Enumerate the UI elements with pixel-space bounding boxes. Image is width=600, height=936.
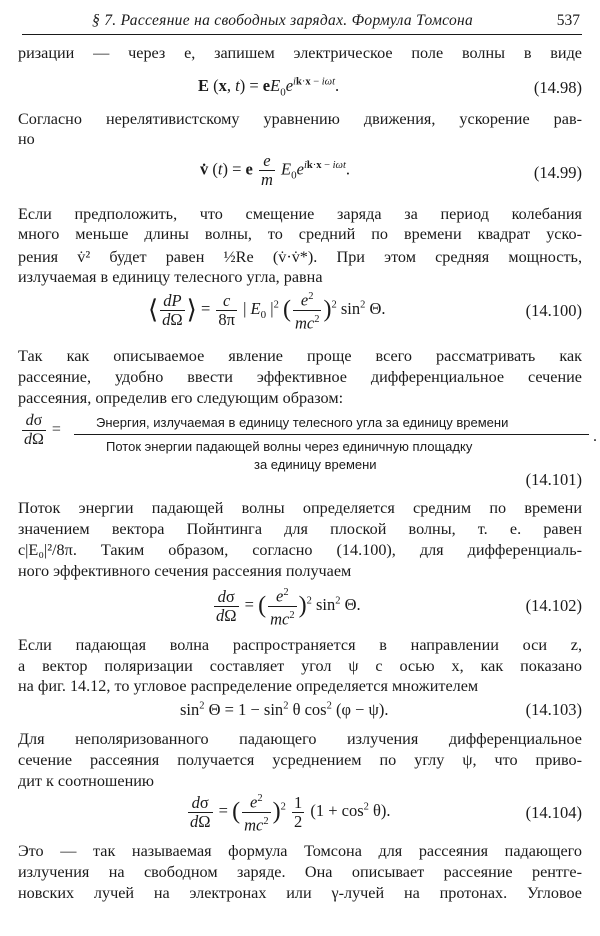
text-line: рассеяние, удобно ввести эффективное дифференциальное сечение (18, 368, 582, 386)
text-line: новских лучей на электронах или γ-лучей на протонах. Угловое (18, 884, 582, 902)
equation-number: (14.101) (525, 470, 582, 489)
book-page: § 7. Рассеяние на свободных зарядах. Формула Томсона 537 ризации — через e, запишем электрическое поле волны в виде E (x, $t) = eE_0e^{ik\cdot x - i\omega t}$. (14.98) Согласно нерелятивистскому уравнению движения, ускорение рав- но v̇ (t) = e $\frac{e}{m}$ $E_0e^{ik\cdot x - i\omega t}$. (14.99) Если предположить, что смещение заряда за период колебания много меньше длины волны, то средний по времени квадрат уско- рения v̇² будет равен ½Re (v̇·v̇*). При этом средняя мощность, излучаемая в единицу телесного угла, равна ⟨ $\frac{dP}{d\Omega}$ ⟩ = $\frac{c}{8\pi}$ | $E_0$ $|^2$ ( $\frac{e^2}{mc^2}$ )$^2$ $\sin^2 \Theta$. (14.100) Так как описываемое явление проще всего рассматривать как рассеяние, удобно ввести эффективное дифференциальное сечение рассеяния, определив его следующим образом: $\frac{d\sigma}{d\Omega}$ = Энергия, излучаемая в единицу телесного угла за единицу времени Поток энергии падающей волны через единичную площадку за единицу времени . (14.101) Поток энергии падающей волны определяется средним по времени значением вектора Пойнтинга для плоской волны, т. е. равен c|E₀|²/8π. Таким образом, согласно (14.100), для дифференциаль- ного эффективного сечения рассеяния получаем $\frac{d\sigma}{d\Omega}$ = ( $\frac{e^2}{mc^2}$ )$^2$ $\sin^2 \Theta$. (14.102) Если падающая волна распространяется в направлении оси z, а вектор поляризации составляет угол ψ с осью x, как показано на фиг. 14.12, то угловое распределение определяется множителем $\sin^2 \Theta = 1 - \sin^2 \theta$ $\cos^2 (\varphi - \psi)$. (14.103) Для неполяризованного падающего излучения дифференциальное сечение рассеяния получается усреднением по углу ψ, что приво- дит к соотношению $\frac{d\sigma}{d\Omega}$ = ( $\frac{e^2}{mc^2}$ )$^2$ $\frac{1}{2}$ $(1 + \cos^2 \theta)$. (14.104) Это — так называемая формула Томсона для рассеяния падающего излучения на свободном заряде. Она описывает рассеяние рентге- новских лучей на электронах или γ-лучей на протонах. Угловое (0, 0, 600, 936)
text-line: рассеяния, определив его следующим образом: (18, 389, 344, 407)
equation-14-100: ⟨ $\frac{dP}{d\Omega}$ ⟩ = $\frac{c}{8\pi}$ | $E_0$ $|^2$ ( $\frac{e^2}{mc^2}$ )$^2$ $\sin^2 \Theta$. (148, 288, 386, 332)
equation-14-104: $\frac{d\sigma}{d\Omega}$ = ( $\frac{e^2}{mc^2}$ )$^2$ $\frac{1}{2}$ $(1 + \cos^2 \theta)$. (186, 790, 391, 834)
text-line: ного эффективного сечения рассеяния получаем (18, 562, 352, 580)
text-line: Так как описываемое явление проще всего рассматривать как (18, 347, 582, 365)
equation-number: (14.104) (525, 803, 582, 822)
text-line: дит к соотношению (18, 772, 154, 790)
text-line: Для неполяризованного падающего излучения дифференциальное (18, 730, 582, 748)
text-line: много меньше длины волны, то средний по времени квадрат уско- (18, 225, 582, 243)
text-line: Это — так называемая формула Томсона для рассеяния падающего (18, 842, 582, 860)
definition-denominator: за единицу времени (254, 457, 377, 472)
text-line: ризации — через e, запишем электрическое поле волны в виде (18, 44, 582, 62)
text-line: излучаемая в единицу телесного угла, равна (18, 268, 323, 286)
text-line: Согласно нерелятивистскому уравнению движения, ускорение рав- (18, 110, 582, 128)
equation-14-99: v̇ (t) = e $\frac{e}{m}$ $E_0e^{ik\cdot x - i\omega t}$. (200, 151, 351, 189)
text-line: Если предположить, что смещение заряда за период колебания (18, 205, 582, 223)
text-line: рения v̇² будет равен ½Re (v̇·v̇*). При этом средняя мощность, (18, 248, 582, 266)
equation-number: (14.103) (525, 700, 582, 719)
equation-14-102: $\frac{d\sigma}{d\Omega}$ = ( $\frac{e^2}{mc^2}$ )$^2$ $\sin^2 \Theta$. (212, 584, 361, 628)
text-line: значением вектора Пойнтинга для плоской волны, т. е. равен (18, 520, 582, 538)
text-line: Поток энергии падающей волны определяется средним по времени (18, 499, 582, 517)
text-line: Если падающая волна распространяется в направлении оси z, (18, 636, 582, 654)
text-line: излучения на свободном заряде. Она описывает рассеяние рентге- (18, 863, 582, 881)
text-line: c|E₀|²/8π. Таким образом, согласно (14.100), для дифференциаль- (18, 541, 582, 559)
equation-number: (14.100) (525, 301, 582, 320)
text-line: а вектор поляризации составляет угол ψ с осью x, как показано (18, 657, 582, 675)
fraction-bar (74, 434, 589, 435)
running-title: § 7. Рассеяние на свободных зарядах. Формула Томсона (92, 12, 474, 29)
running-header (22, 10, 582, 35)
equation-number: (14.102) (525, 596, 582, 615)
page-number: 537 (556, 12, 580, 29)
definition-numerator: Энергия, излучаемая в единицу телесного угла за единицу времени (96, 415, 509, 430)
equation-number: (14.99) (533, 163, 582, 182)
text-line: но (18, 130, 35, 148)
equation-14-103: $\sin^2 \Theta = 1 - \sin^2 \theta$ $\cos^2 (\varphi - \psi)$. (180, 700, 389, 719)
equation-number: (14.98) (533, 78, 582, 97)
equation-14-98: E (x, $t) = eE_0e^{ik\cdot x - i\omega t}$. (198, 76, 340, 99)
text-line: сечение рассеяния получается усреднением по углу ψ, что приво- (18, 751, 582, 769)
text-line: на фиг. 14.12, то угловое распределение определяется множителем (18, 677, 479, 695)
definition-denominator: Поток энергии падающей волны через единичную площадку (106, 439, 473, 454)
